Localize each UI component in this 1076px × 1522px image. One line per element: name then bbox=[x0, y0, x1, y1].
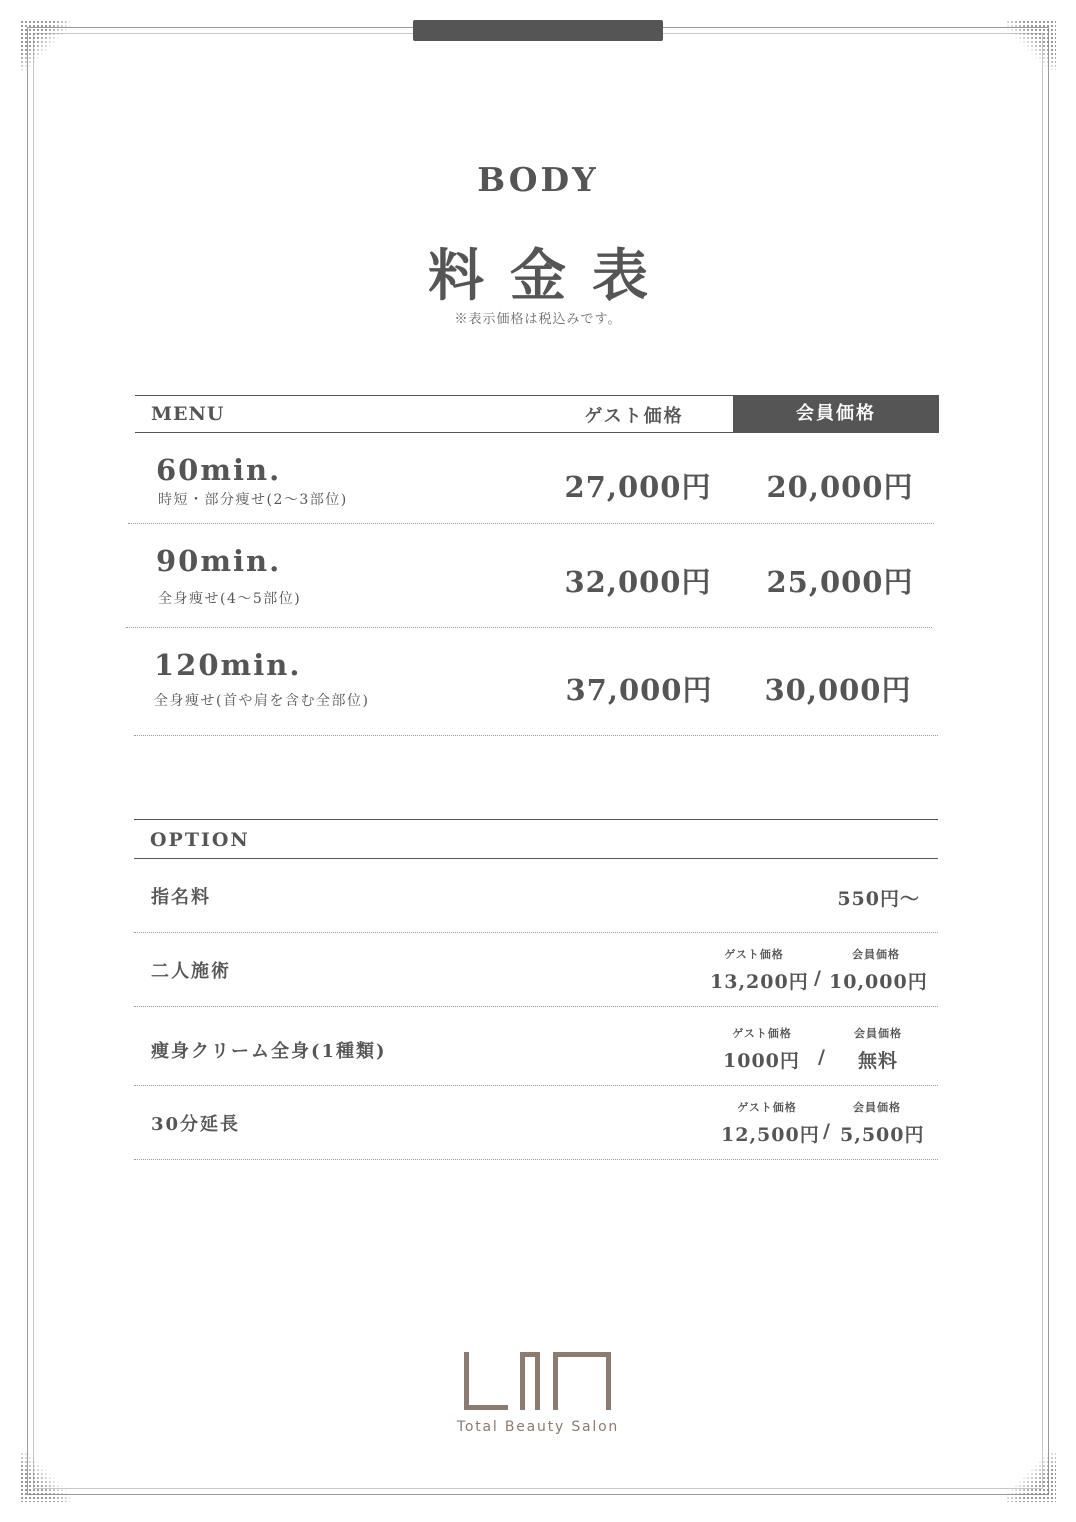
option-name: 指名料 bbox=[151, 887, 211, 908]
menu-column-header: MENU bbox=[151, 403, 225, 425]
brand-tagline: Total Beauty Salon bbox=[456, 1419, 620, 1435]
menu-duration: 120min. bbox=[154, 648, 302, 682]
option-guest-label: ゲスト価格 bbox=[737, 1101, 797, 1114]
menu-guest-price: 32,000円 bbox=[564, 565, 712, 599]
menu-member-price: 25,000円 bbox=[766, 565, 914, 599]
option-price-separator: / bbox=[814, 967, 822, 989]
option-name: 30分延長 bbox=[151, 1114, 241, 1135]
corner-dot-pattern-top-left bbox=[20, 20, 70, 70]
option-price-separator: / bbox=[823, 1120, 831, 1142]
menu-description: 全身痩せ(首や肩を含む全部位) bbox=[154, 693, 370, 709]
option-member-price: 5,500円 bbox=[840, 1124, 925, 1146]
option-member-label: 会員価格 bbox=[854, 1027, 902, 1040]
option-guest-label: ゲスト価格 bbox=[732, 1027, 792, 1040]
menu-duration: 90min. bbox=[156, 544, 282, 578]
option-guest-label: ゲスト価格 bbox=[724, 948, 784, 961]
tax-note: ※表示価格は税込みです。 bbox=[454, 312, 622, 327]
menu-description: 全身痩せ(4～5部位) bbox=[158, 591, 302, 607]
corner-dot-pattern-bottom-left bbox=[20, 1452, 70, 1502]
salon-logo-icon bbox=[462, 1352, 614, 1410]
menu-guest-price: 27,000円 bbox=[564, 470, 712, 504]
option-price: 550円～ bbox=[837, 888, 920, 910]
option-guest-price: 1000円 bbox=[723, 1050, 800, 1072]
option-name: 痩身クリーム全身(1種類) bbox=[151, 1041, 387, 1062]
page-title-japanese: 料金表 bbox=[428, 243, 674, 309]
option-row bbox=[134, 859, 938, 933]
option-price-separator: / bbox=[818, 1046, 826, 1068]
top-tab-decoration bbox=[413, 20, 663, 41]
option-title: OPTION bbox=[150, 829, 250, 851]
menu-duration: 60min. bbox=[156, 453, 282, 487]
option-table-header bbox=[134, 819, 938, 859]
option-name: 二人施術 bbox=[151, 961, 231, 982]
menu-row bbox=[128, 433, 934, 524]
menu-row bbox=[134, 628, 938, 736]
option-member-price: 10,000円 bbox=[829, 971, 928, 993]
option-guest-price: 12,500円 bbox=[721, 1124, 820, 1146]
page-title-english: BODY bbox=[477, 160, 599, 199]
option-member-price: 無料 bbox=[858, 1050, 899, 1072]
guest-price-column-header: ゲスト価格 bbox=[584, 406, 684, 427]
option-row bbox=[134, 1086, 938, 1160]
menu-member-price: 30,000円 bbox=[764, 673, 912, 707]
menu-row bbox=[126, 524, 932, 628]
option-row bbox=[134, 1007, 938, 1086]
corner-dot-pattern-top-right bbox=[1006, 20, 1056, 70]
option-guest-price: 13,200円 bbox=[710, 971, 809, 993]
corner-dot-pattern-bottom-right bbox=[1006, 1452, 1056, 1502]
option-row bbox=[134, 933, 938, 1007]
menu-table-header bbox=[135, 395, 939, 433]
member-price-column-header: 会員価格 bbox=[733, 395, 939, 433]
menu-description: 時短・部分痩せ(2～3部位) bbox=[158, 492, 348, 508]
menu-guest-price: 37,000円 bbox=[565, 673, 713, 707]
menu-member-price: 20,000円 bbox=[766, 470, 914, 504]
option-member-label: 会員価格 bbox=[852, 948, 900, 961]
option-member-label: 会員価格 bbox=[853, 1101, 901, 1114]
